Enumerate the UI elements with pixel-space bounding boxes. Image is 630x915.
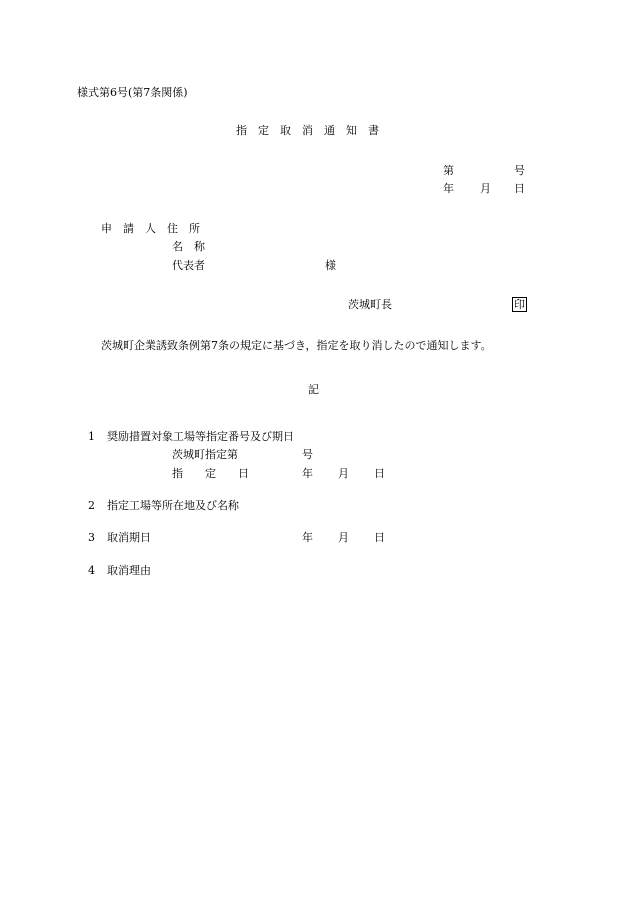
applicant-name-label: 名 称	[172, 240, 205, 253]
item-1-date-day: 日	[374, 467, 385, 480]
ref-date-year: 年	[443, 182, 454, 195]
item-1-designation-go: 号	[302, 448, 313, 461]
ref-number-dai: 第	[443, 164, 454, 177]
item-1-label: 奨励措置対象工場等指定番号及び期日	[107, 430, 294, 443]
form-number-label: 様式第6号(第7条関係)	[77, 86, 188, 99]
item-4-label: 取消理由	[107, 564, 151, 577]
document-title: 指 定 取 消 通 知 書	[236, 124, 379, 137]
item-3-date-year: 年	[302, 531, 313, 544]
honorific-sama: 様	[325, 259, 336, 272]
item-1-number: 1	[88, 430, 95, 443]
item-1-date-month: 月	[338, 467, 349, 480]
ref-date-day: 日	[514, 182, 525, 195]
item-1-designation-number: 茨城町指定第	[172, 448, 238, 461]
seal-mark: 印	[514, 298, 525, 311]
item-3-date-month: 月	[338, 531, 349, 544]
ref-number-go: 号	[514, 164, 525, 177]
issuer-title: 茨城町長	[348, 298, 392, 311]
item-1-designation-date-label: 指 定 日	[172, 467, 249, 480]
applicant-representative-label: 代表者	[172, 259, 205, 272]
item-3-date-day: 日	[374, 531, 385, 544]
body-text: 茨城町企業誘致条例第7条の規定に基づき，指定を取り消したので通知します。	[101, 339, 492, 352]
item-1-date-year: 年	[302, 467, 313, 480]
item-2-label: 指定工場等所在地及び名称	[107, 499, 239, 512]
item-4-number: 4	[88, 564, 95, 577]
item-3-label: 取消期日	[107, 531, 151, 544]
applicant-address-label: 申 請 人 住 所	[101, 222, 200, 235]
ki-heading: 記	[308, 383, 319, 396]
item-3-number: 3	[88, 531, 95, 544]
item-2-number: 2	[88, 499, 95, 512]
ref-date-month: 月	[480, 182, 491, 195]
